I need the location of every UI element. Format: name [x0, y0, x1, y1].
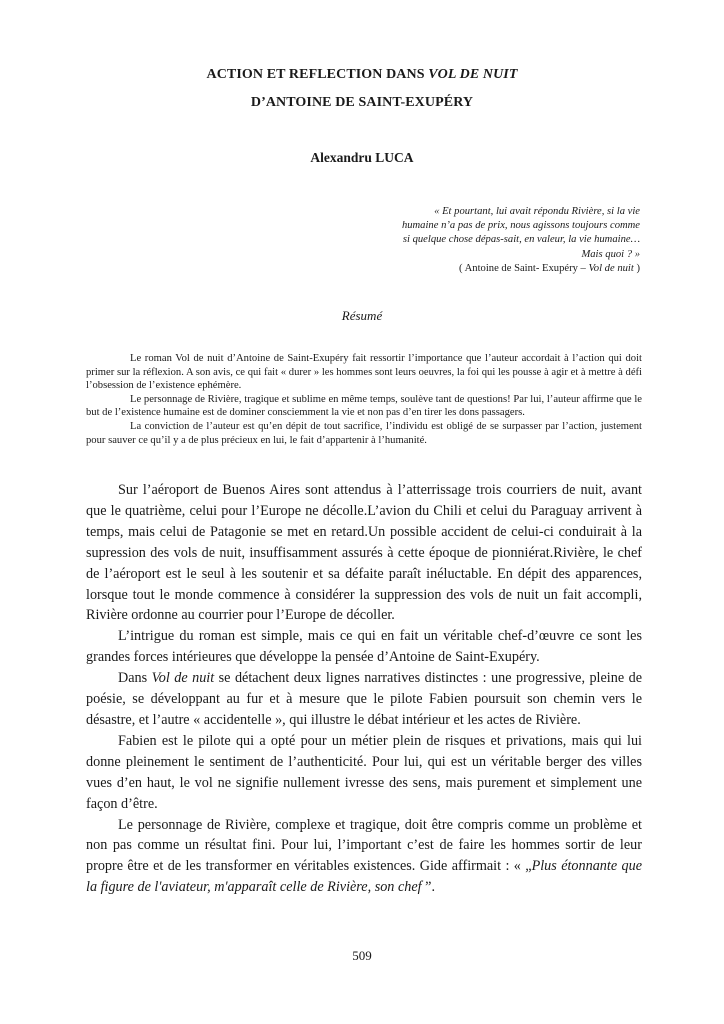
body-work-name: Vol de nuit	[151, 670, 215, 687]
abstract-paragraph: Le roman Vol de nuit d’Antoine de Saint-Exupéry fait ressortir l’importance que l’auteur accordait à l’action qui doit primer sur la réflexion. A son avis, ce qui fait « durer » les hommes sont leurs oeuvres, la foi qui les pousse à agir et à mettre à défi l’obsession de l’existence ephémère.	[86, 353, 642, 392]
article-title-line-1	[0, 67, 724, 83]
title-work-name: VOL DE NUIT	[428, 67, 518, 82]
body-text: ”.	[421, 879, 435, 896]
body-text: Dans	[118, 670, 152, 687]
body-text: Le personnage de Rivière, complexe et tragique, doit être compris comme un problème et non pas comme un résultat fini. Pour lui, l’important c’est de faire les hommes sortir de leur propre être et de les transformer en véritables existences. Gide affirmait : « „	[86, 816, 642, 875]
body-paragraph: Sur l’aéroport de Buenos Aires sont attendus à l’atterrissage trois courriers de nuit, avant que le quatrième, celui pour l’Europe ne décolle.L’avion du Chili et celui du Paraguay arrivent à temps, mais celui de Patagonie se met en retard.Un possible accident de celui-ci conduirait à la supression des vols de nuit, insuffisamment assurés à cette époque de pionniérat.Rivière, le chef de l’aéroport est le seul à les soutenir et sa défaite paraît inéluctable. En dépit des apparences, lorsque tout le monde commence à considérer la suppression des vols de nuit un fait accompli, Rivière ordonne au courrier pour l’Europe de décoller.	[86, 482, 642, 624]
epigraph-source-author: ( Antoine de Saint- Exupéry –	[459, 262, 589, 274]
epigraph-source	[400, 262, 640, 276]
title-text: ACTION ET REFLECTION DANS	[206, 67, 429, 82]
abstract-paragraph: Le personnage de Rivière, tragique et sublime en même temps, soulève tant de questions! Par lui, l’auteur affirme que le but de l’existence humaine est de dominer consciemment la vie et non pas d’en tirer les dons passagers.	[86, 393, 642, 419]
epigraph	[400, 205, 640, 276]
epigraph-source-close: )	[633, 262, 640, 274]
body-paragraph: L’intrigue du roman est simple, mais ce qui en fait un véritable chef-d’œuvre ce sont les grandes forces intérieures que développe la pensée d’Antoine de Saint-Exupéry.	[86, 628, 642, 666]
article-body	[86, 480, 642, 898]
body-paragraph	[86, 668, 642, 731]
page-number: 509	[352, 948, 372, 963]
abstract	[86, 352, 642, 447]
epigraph-quote: « Et pourtant, lui avait répondu Rivière, si la vie humaine n’a pas de prix, nous agissons toujours comme si quelque chose dépas-sait, en valeur, la vie humaine…Mais quoi ? »	[401, 206, 640, 260]
body-paragraph: Fabien est le pilote qui a opté pour un métier plein de risques et privations, mais qui lui donne pleinement le sentiment de l’authenticité. Pour lui, qui est un véritable berger des villes vues d’en haut, le vol ne signifie nullement ivresse des sens, mais purement et simplement une façon d’être.	[86, 732, 642, 812]
abstract-heading: Résumé	[341, 308, 383, 323]
article-title-line-2: D’ANTOINE DE SAINT-EXUPÉRY	[250, 95, 474, 110]
epigraph-source-work: Vol de nuit	[588, 262, 634, 274]
body-text: se détachent deux lignes narratives distinctes : une progressive, pleine de poésie, se développant au fur et à mesure que le pilote Fabien poursuit son chemin vers le désastre, et l’autre « accidentelle », qui illustre le débat intérieur et les actes de Rivière.	[86, 670, 642, 728]
abstract-paragraph: La conviction de l’auteur est qu’en dépit de tout sacrifice, l’individu est obligé de se surpasser par l’action, justement pour sauver ce qu’il y a de plus précieux en lui, le fait d’appartenir à l’humanité.	[86, 420, 642, 446]
body-quote: Plus étonnante que la figure de l'aviateur, m'apparaît celle de Rivière, son chef	[86, 858, 643, 896]
body-paragraph	[86, 815, 642, 899]
author-name: Alexandru LUCA	[310, 150, 414, 165]
